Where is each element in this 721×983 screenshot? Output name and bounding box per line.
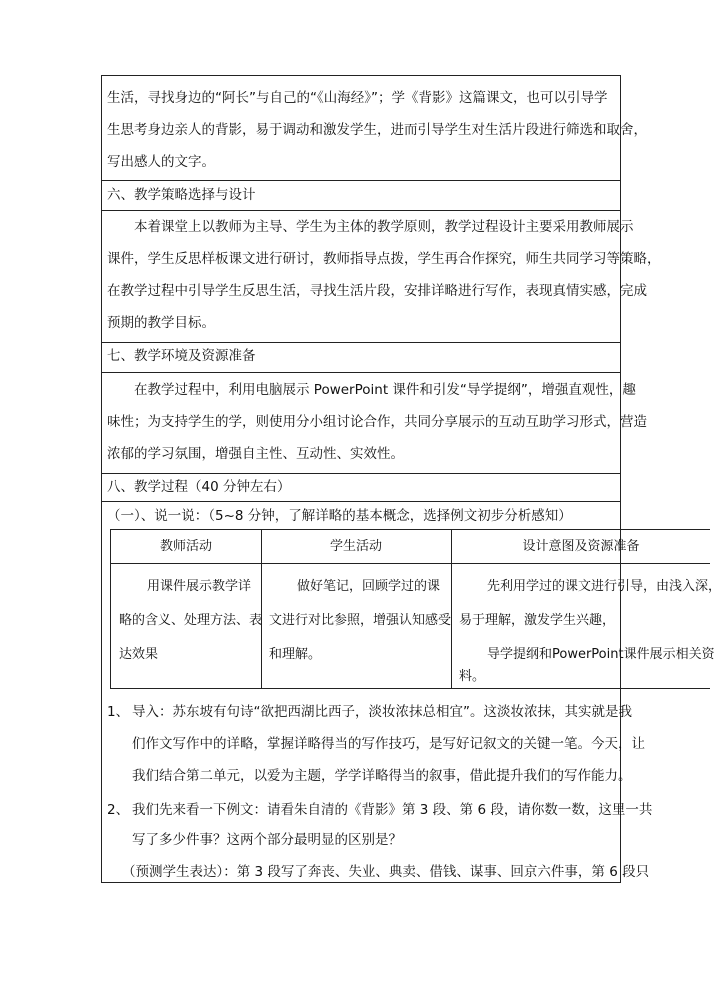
section8-subheading: （一）、说一说：（5~8 分钟，了解详略的基本概念，选择例文初步分析感知） bbox=[107, 508, 572, 524]
design-intent-line: 导学提纲和PowerPoint课件展示相关资 bbox=[487, 647, 715, 662]
paragraph-line: 生思考身边亲人的背影，易于调动和激发学生，进而引导学生对生活片段进行筛选和取舍， bbox=[107, 122, 647, 138]
section6-line: 在教学过程中引导学生反思生活，寻找生活片段，安排详略进行写作，表现真情实感，完成 bbox=[107, 283, 647, 299]
item-number: 1、 bbox=[107, 704, 130, 720]
section6-heading: 六、教学策略选择与设计 bbox=[107, 187, 256, 203]
item-line: 我们结合第二单元，以爱为主题，学学详略得当的叙事，借此提升我们的写作能力。 bbox=[132, 768, 632, 784]
section8-heading: 八、教学过程（40 分钟左右） bbox=[107, 479, 291, 495]
teacher-activity-line: 达效果 bbox=[119, 647, 159, 662]
section6-line: 课件，学生反思样板课文进行研讨，教师指导点拨，学生再合作探究，师生共同学习等策略， bbox=[107, 251, 661, 267]
paragraph-line: 生活，寻找身边的“阿长”与自己的“《山海经》”；学《背影》这篇课文，也可以引导学 bbox=[107, 90, 608, 106]
section7-heading: 七、教学环境及资源准备 bbox=[107, 348, 256, 364]
item-line: 写了多少件事？这两个部分最明显的区别是？ bbox=[132, 832, 402, 848]
student-activity-line: 和理解。 bbox=[269, 647, 322, 662]
document-table-frame bbox=[101, 75, 721, 883]
item-line: 们作文写作中的详略，掌握详略得当的写作技巧，是写好记叙文的关键一笔。今天，让 bbox=[132, 736, 645, 752]
predicted-answer-line: （预测学生表达）：第 3 段写了奔丧、失业、典卖、借钱、谋事、回京六件事，第 6 段只 bbox=[122, 864, 650, 880]
design-intent-line: 易于理解，激发学生兴趣， bbox=[459, 613, 616, 628]
section7-line: 在教学过程中，利用电脑展示 PowerPoint 课件和引发“导学提纲”，增强直观性，趣 bbox=[134, 382, 636, 398]
section7-line: 味性；为支持学生的学，则使用分小组讨论合作，共同分享展示的互动互助学习形式，营造 bbox=[107, 414, 647, 430]
teacher-activity-line: 略的含义、处理方法、表 bbox=[119, 613, 263, 628]
design-intent-line: 料。 bbox=[459, 669, 486, 684]
student-activity-line: 文进行对比参照，增强认知感受 bbox=[269, 613, 452, 628]
section6-line: 本着课堂上以教师为主导、学生为主体的教学原则，教学过程设计主要采用教师展示 bbox=[134, 219, 634, 235]
item-line: 我们先来看一下例文：请看朱自清的《背影》第 3 段、第 6 段，请你数一数，这里一共 bbox=[132, 802, 653, 818]
activity-table bbox=[110, 529, 721, 689]
row-divider bbox=[102, 372, 620, 373]
header-design-intent: 设计意图及资源准备 bbox=[522, 539, 640, 554]
design-intent-line: 先利用学过的课文进行引导，由浅入深， bbox=[487, 579, 721, 594]
row-divider bbox=[102, 342, 620, 343]
item-line: 导入：苏东坡有句诗“欲把西湖比西子，淡妆浓抹总相宜”。这淡妆浓抹，其实就是我 bbox=[132, 704, 632, 720]
section6-line: 预期的教学目标。 bbox=[107, 315, 215, 331]
header-teacher-activity: 教师活动 bbox=[159, 539, 212, 554]
section7-line: 浓郁的学习氛围，增强自主性、互动性、实效性。 bbox=[107, 446, 404, 462]
student-activity-line: 做好笔记，回顾学过的课 bbox=[297, 579, 441, 594]
row-divider bbox=[102, 473, 620, 474]
header-student-activity: 学生活动 bbox=[329, 539, 382, 554]
item-number: 2、 bbox=[107, 802, 130, 818]
teacher-activity-line: 用课件展示教学详 bbox=[147, 579, 252, 594]
paragraph-line: 写出感人的文字。 bbox=[107, 154, 215, 170]
row-divider bbox=[102, 501, 620, 502]
row-divider bbox=[102, 180, 620, 181]
